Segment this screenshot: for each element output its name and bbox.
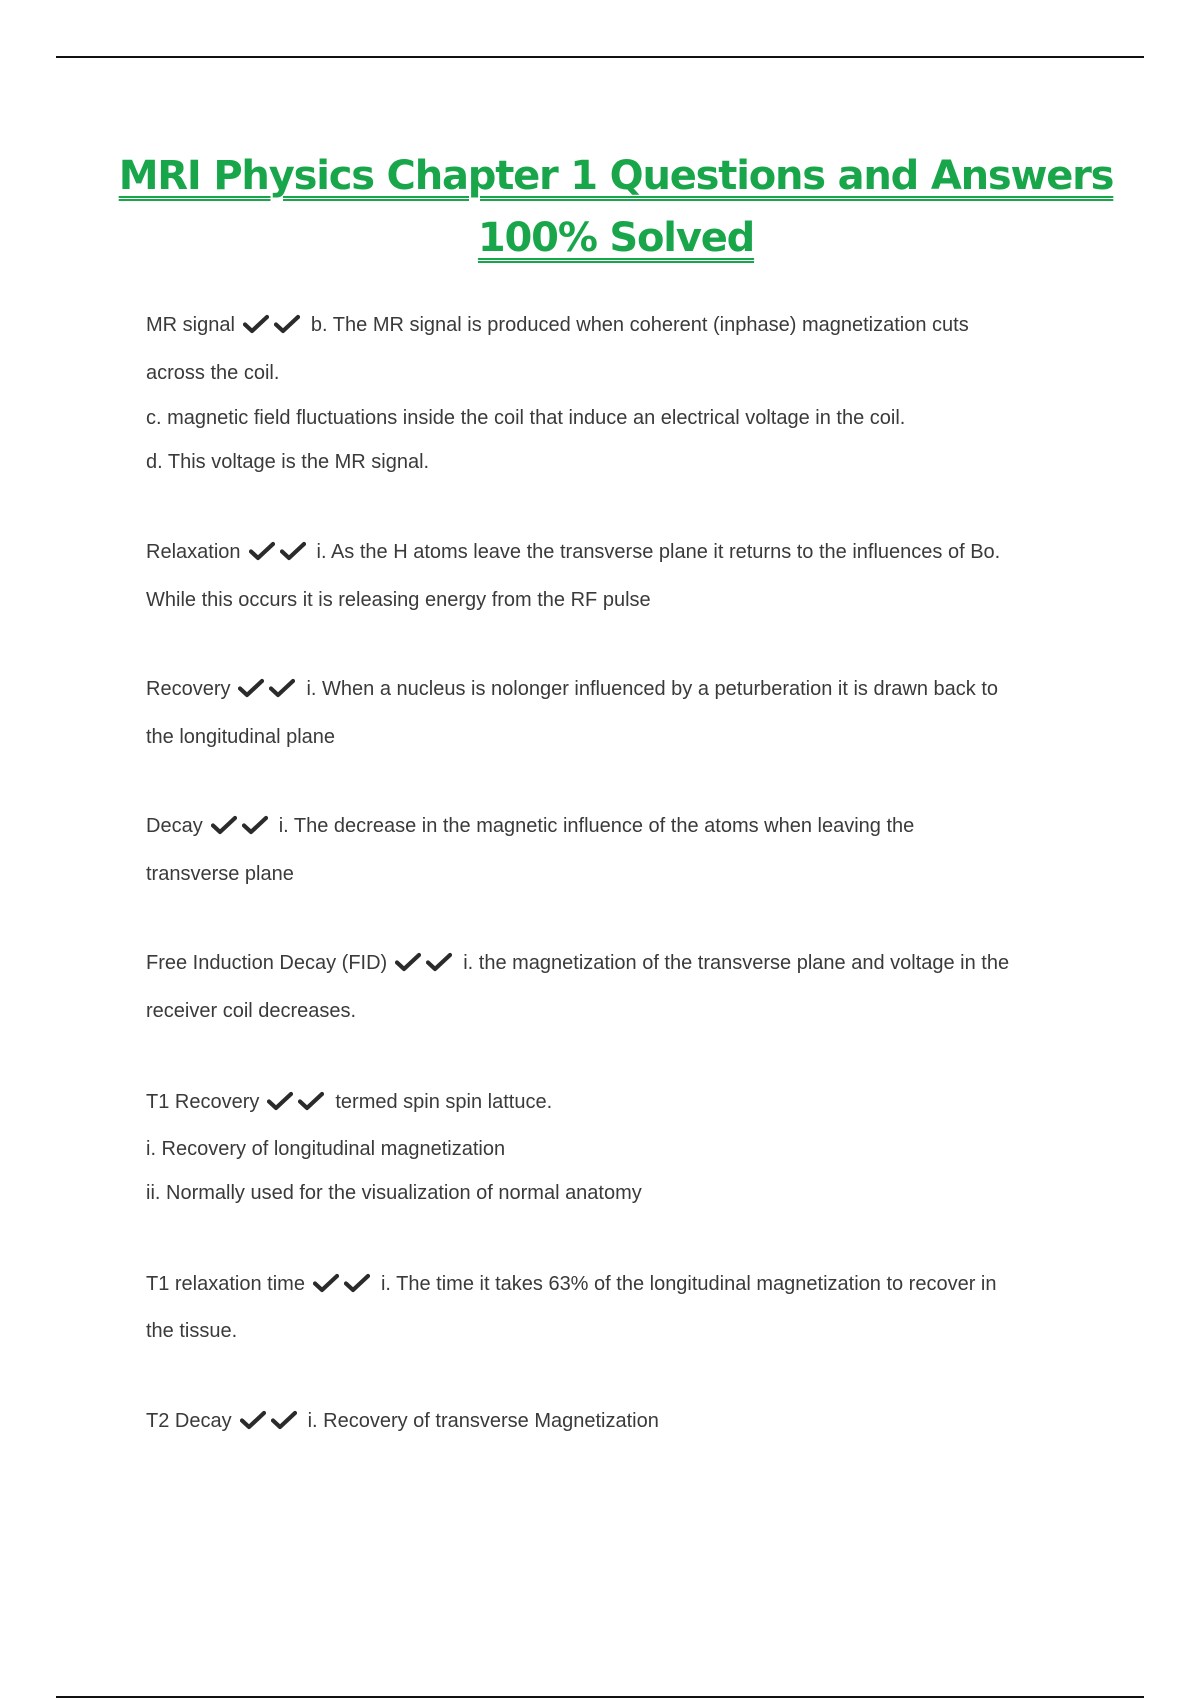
check-mark-icon	[280, 541, 306, 561]
entry-term: Relaxation	[146, 541, 241, 563]
double-check-icons	[240, 1402, 302, 1447]
qa-entry-t1-relaxation-time	[146, 1262, 1106, 1353]
check-mark-icon	[242, 815, 268, 835]
double-check-icons	[243, 306, 305, 351]
entry-first-line	[146, 804, 1106, 852]
entry-extra-line: i. Recovery of longitudinal magnetization	[146, 1138, 506, 1160]
entry-term: T1 Recovery	[146, 1091, 260, 1113]
entry-first-line	[146, 1080, 1106, 1127]
entry-definition: i. the magnetization of the transverse plane and voltage in the	[463, 952, 1010, 974]
check-mark-icon	[211, 815, 237, 835]
entry-first-line	[146, 530, 1106, 578]
entry-term: Free Induction Decay (FID)	[146, 952, 388, 974]
entry-term: Recovery	[146, 678, 231, 700]
check-mark-icon	[243, 314, 269, 334]
entry-definition: termed spin spin lattuce.	[335, 1091, 553, 1113]
entry-first-line	[146, 667, 1106, 715]
entry-continuation: across the coil.	[146, 362, 280, 384]
check-mark-icon	[344, 1273, 370, 1293]
entry-term: T2 Decay	[146, 1410, 232, 1432]
entry-definition: i. As the H atoms leave the transverse plane it returns to the influences of Bo.	[316, 541, 1001, 563]
entry-term: MR signal	[146, 314, 235, 336]
qa-entry-mr-signal	[146, 303, 1106, 484]
check-mark-icon	[426, 952, 452, 972]
top-rule	[56, 56, 1144, 58]
qa-entry-t2-decay	[146, 1399, 1106, 1447]
entry-extra-line: d. This voltage is the MR signal.	[146, 451, 430, 473]
entry-first-line	[146, 1399, 1106, 1447]
entry-continuation: transverse plane	[146, 863, 294, 885]
page-title	[0, 145, 1200, 269]
entry-first-line	[146, 1262, 1106, 1309]
entry-extra-line: c. magnetic field fluctuations inside the coil that induce an electrical voltage in the coil.	[146, 407, 906, 429]
check-mark-icon	[269, 678, 295, 698]
qa-entry-t1-recovery	[146, 1080, 1106, 1215]
check-mark-icon	[313, 1273, 339, 1293]
entry-continuation: the tissue.	[146, 1320, 238, 1342]
entry-continuation: While this occurs it is releasing energy from the RF pulse	[146, 589, 651, 611]
double-check-icons	[249, 533, 311, 578]
double-check-icons	[395, 944, 457, 989]
check-mark-icon	[249, 541, 275, 561]
check-mark-icon	[298, 1091, 324, 1111]
entry-first-line	[146, 941, 1106, 989]
check-mark-icon	[271, 1410, 297, 1430]
qa-entry-decay	[146, 804, 1106, 897]
title-line-2: 100% Solved	[477, 215, 755, 261]
check-mark-icon	[240, 1410, 266, 1430]
entry-definition: i. The time it takes 63% of the longitudinal magnetization to recover in	[380, 1273, 997, 1295]
double-check-icons	[211, 807, 273, 852]
double-check-icons	[313, 1265, 375, 1309]
check-mark-icon	[395, 952, 421, 972]
bottom-rule	[56, 1696, 1144, 1698]
double-check-icons	[238, 670, 300, 715]
entry-definition: i. Recovery of transverse Magnetization	[307, 1410, 659, 1432]
qa-entry-relaxation	[146, 530, 1106, 623]
entry-first-line	[146, 303, 1106, 351]
double-check-icons	[267, 1083, 329, 1127]
entry-continuation: receiver coil decreases.	[146, 1000, 357, 1022]
entry-continuation: the longitudinal plane	[146, 726, 336, 748]
entry-definition: b. The MR signal is produced when coherent (inphase) magnetization cuts	[310, 314, 969, 336]
check-mark-icon	[238, 678, 264, 698]
entry-definition: i. When a nucleus is nolonger influenced by a peturberation it is drawn back to	[306, 678, 998, 700]
title-line-1: MRI Physics Chapter 1 Questions and Answers	[118, 153, 1114, 199]
entry-extra-line: ii. Normally used for the visualization of normal anatomy	[146, 1182, 642, 1204]
entry-term: T1 relaxation time	[146, 1273, 305, 1295]
qa-entry-recovery	[146, 667, 1106, 760]
qa-entry-fid	[146, 941, 1106, 1034]
entry-definition: i. The decrease in the magnetic influence of the atoms when leaving the	[278, 815, 915, 837]
entry-term: Decay	[146, 815, 203, 837]
check-mark-icon	[274, 314, 300, 334]
check-mark-icon	[267, 1091, 293, 1111]
